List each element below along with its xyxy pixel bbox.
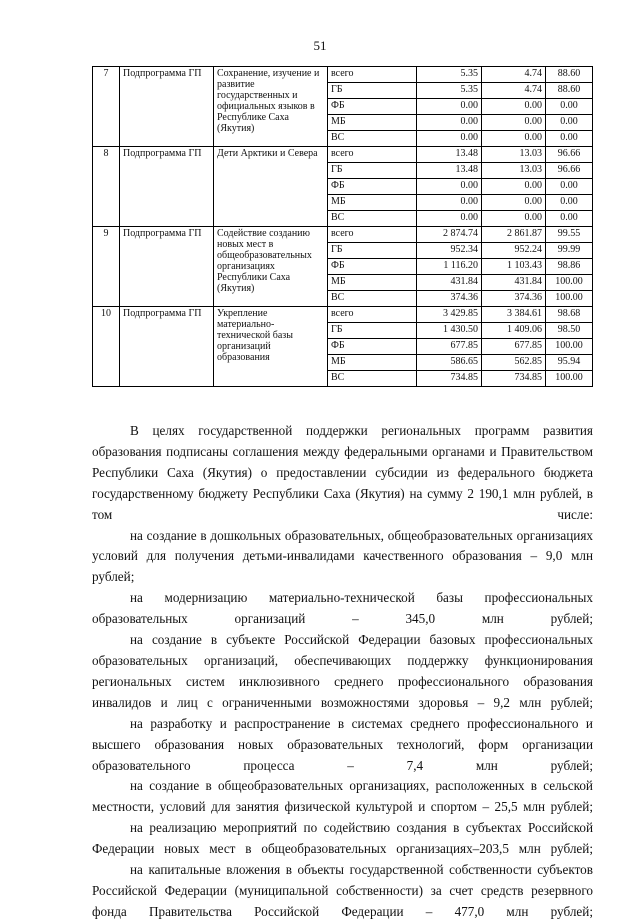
subprogram-name: Дети Арктики и Севера [214, 147, 328, 227]
subprogram-type: Подпрограмма ГП [120, 67, 214, 147]
table-row [93, 227, 593, 243]
plan-value: 431.84 [417, 275, 482, 291]
percent-value: 88.60 [546, 83, 593, 99]
plan-value: 5.35 [417, 67, 482, 83]
fact-value: 431.84 [482, 275, 546, 291]
funding-source: всего [328, 307, 417, 323]
percent-value: 100.00 [546, 291, 593, 307]
fact-value: 952.24 [482, 243, 546, 259]
plan-value: 5.35 [417, 83, 482, 99]
fact-value: 0.00 [482, 115, 546, 131]
funding-source: ФБ [328, 179, 417, 195]
group-number: 8 [93, 147, 120, 227]
paragraph-disabled-children: на создание в дошкольных образовательных, общеобразовательных организациях условий для получения детьми-инвалидами качественного образования – 9,0 млн рублей; [92, 527, 593, 585]
table-row [93, 67, 593, 83]
percent-value: 100.00 [546, 339, 593, 355]
plan-value: 13.48 [417, 147, 482, 163]
percent-value: 0.00 [546, 131, 593, 147]
percent-value: 95.94 [546, 355, 593, 371]
subprogram-name: Сохранение, изучение и развитие государственных и официальных языков в Республике Саха (Якутия) [214, 67, 328, 147]
fact-value: 4.74 [482, 83, 546, 99]
plan-value: 3 429.85 [417, 307, 482, 323]
percent-value: 99.99 [546, 243, 593, 259]
percent-value: 88.60 [546, 67, 593, 83]
funding-source: МБ [328, 195, 417, 211]
paragraph-rural-sports: на создание в общеобразовательных организациях, расположенных в сельской местности, условий для занятия физической культурой и спортом – 25,5 млн рублей; [92, 778, 593, 815]
fact-value: 0.00 [482, 131, 546, 147]
plan-value: 0.00 [417, 131, 482, 147]
paragraph-capital-investments: на капитальные вложения в объекты государственной собственности субъектов Российской Федерации (муниципальной собственности) за счет средств резервного фонда Правительства Российской Федерации – 477,0 млн рублей; [92, 862, 593, 919]
fact-value: 1 409.06 [482, 323, 546, 339]
percent-value: 98.68 [546, 307, 593, 323]
page-number: 51 [313, 38, 327, 53]
plan-value: 952.34 [417, 243, 482, 259]
fact-value: 677.85 [482, 339, 546, 355]
funding-source: всего [328, 67, 417, 83]
funding-source: ВС [328, 211, 417, 227]
paragraph-inclusive-education: на создание в субъекте Российской Федерации базовых профессиональных образовательных организаций, обеспечивающих поддержку функционирования региональных систем инклюзивного среднего профессионального образования инвалидов и лиц с ограниченными возможностями здоровья – 9,2 млн рублей; [92, 632, 593, 710]
fact-value: 3 384.61 [482, 307, 546, 323]
subprogram-name: Содействие созданию новых мест в общеобразовательных организациях Республики Саха (Якутия) [214, 227, 328, 307]
percent-value: 100.00 [546, 371, 593, 387]
fact-value: 2 861.87 [482, 227, 546, 243]
plan-value: 734.85 [417, 371, 482, 387]
subprogram-type: Подпрограмма ГП [120, 227, 214, 307]
body-text [92, 421, 593, 923]
percent-value: 100.00 [546, 275, 593, 291]
percent-value: 98.86 [546, 259, 593, 275]
percent-value: 99.55 [546, 227, 593, 243]
group-number: 9 [93, 227, 120, 307]
fact-value: 0.00 [482, 179, 546, 195]
percent-value: 96.66 [546, 163, 593, 179]
subprogram-table [92, 66, 593, 387]
fact-value: 734.85 [482, 371, 546, 387]
funding-source: ГБ [328, 323, 417, 339]
table-row [93, 147, 593, 163]
fact-value: 13.03 [482, 147, 546, 163]
plan-value: 13.48 [417, 163, 482, 179]
funding-source: МБ [328, 115, 417, 131]
funding-source: МБ [328, 275, 417, 291]
percent-value: 0.00 [546, 179, 593, 195]
funding-source: всего [328, 227, 417, 243]
fact-value: 562.85 [482, 355, 546, 371]
percent-value: 0.00 [546, 115, 593, 131]
funding-source: ГБ [328, 83, 417, 99]
paragraph-new-technologies: на разработку и распространение в системах среднего профессионального и высшего образования новых образовательных технологий, форм организации образовательного процесса – 7,4 млн рублей; [92, 715, 593, 773]
funding-source: ВС [328, 291, 417, 307]
plan-value: 2 874.74 [417, 227, 482, 243]
fact-value: 0.00 [482, 99, 546, 115]
group-number: 7 [93, 67, 120, 147]
plan-value: 0.00 [417, 179, 482, 195]
funding-source: ФБ [328, 99, 417, 115]
plan-value: 586.65 [417, 355, 482, 371]
intro-paragraph: В целях государственной поддержки региональных программ развития образования подписаны соглашения между федеральными органами и Правительством Республики Саха (Якутия) о предоставлении субсидии из федерального бюджета государственному бюджету Республики Саха (Якутия) на сумму 2 190,1 млн рублей, в том числе: [92, 423, 593, 522]
funding-source: ВС [328, 371, 417, 387]
funding-source: ГБ [328, 163, 417, 179]
fact-value: 13.03 [482, 163, 546, 179]
funding-source: МБ [328, 355, 417, 371]
percent-value: 0.00 [546, 195, 593, 211]
paragraph-modernization: на модернизацию материально-технической базы профессиональных образовательных организаций – 345,0 млн рублей; [92, 590, 593, 627]
group-number: 10 [93, 307, 120, 387]
funding-source: ФБ [328, 339, 417, 355]
subprogram-name: Укрепление материально-технической базы организаций образования [214, 307, 328, 387]
funding-source: ВС [328, 131, 417, 147]
plan-value: 0.00 [417, 195, 482, 211]
fact-value: 4.74 [482, 67, 546, 83]
percent-value: 0.00 [546, 211, 593, 227]
plan-value: 0.00 [417, 99, 482, 115]
subprogram-type: Подпрограмма ГП [120, 147, 214, 227]
subprogram-type: Подпрограмма ГП [120, 307, 214, 387]
funding-source: всего [328, 147, 417, 163]
plan-value: 1 116.20 [417, 259, 482, 275]
funding-source: ФБ [328, 259, 417, 275]
plan-value: 0.00 [417, 115, 482, 131]
plan-value: 0.00 [417, 211, 482, 227]
paragraph-new-places: на реализацию мероприятий по содействию создания в субъектах Российской Федерации новых мест в общеобразовательных организациях–203,5 млн рублей; [92, 820, 593, 857]
plan-value: 1 430.50 [417, 323, 482, 339]
fact-value: 0.00 [482, 195, 546, 211]
plan-value: 677.85 [417, 339, 482, 355]
percent-value: 98.50 [546, 323, 593, 339]
percent-value: 0.00 [546, 99, 593, 115]
funding-source: ГБ [328, 243, 417, 259]
table-row [93, 307, 593, 323]
fact-value: 374.36 [482, 291, 546, 307]
fact-value: 0.00 [482, 211, 546, 227]
fact-value: 1 103.43 [482, 259, 546, 275]
percent-value: 96.66 [546, 147, 593, 163]
plan-value: 374.36 [417, 291, 482, 307]
